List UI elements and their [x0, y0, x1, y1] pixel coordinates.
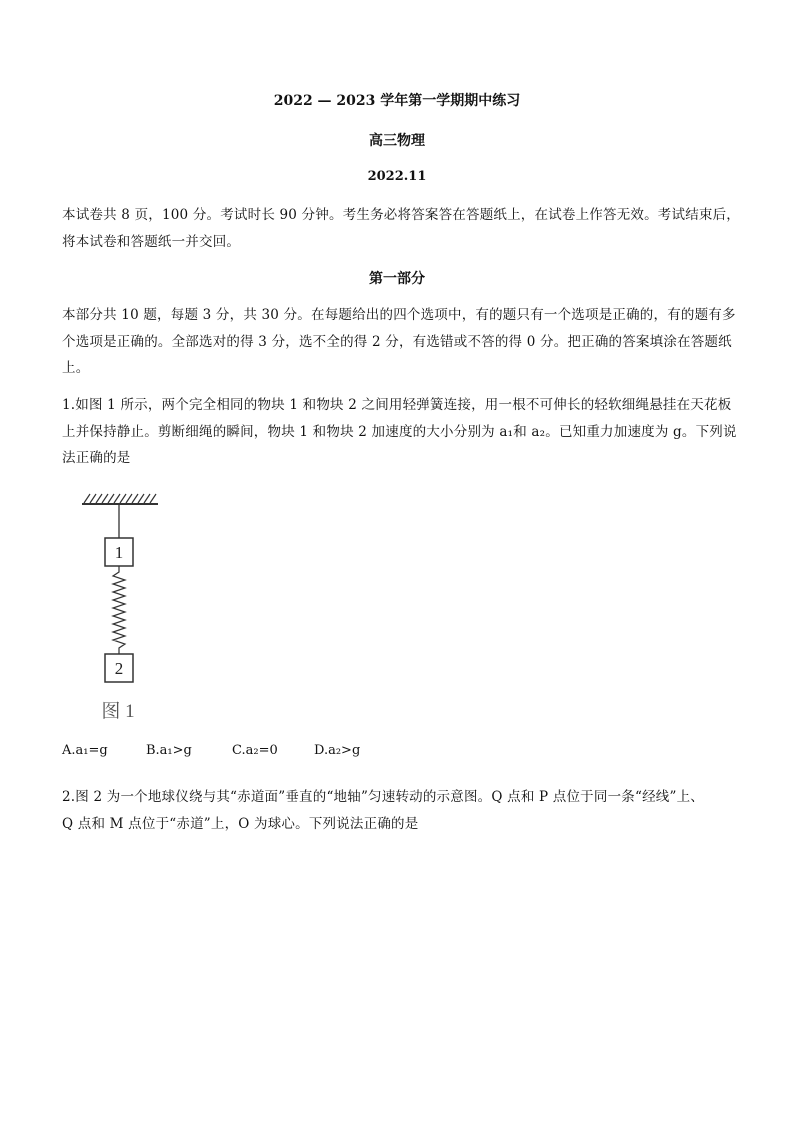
question-1-stem: [62, 392, 738, 472]
description-line: 本部分共 10 题，每题 3 分，共 30 分。在每题给出的四个选项中，有的题只有一个选项是正确的，有的题有多: [62, 307, 736, 323]
exam-date: 2022.11: [367, 169, 427, 184]
figure-1-caption: 图 1: [101, 701, 135, 722]
description-line: 个选项是正确的。全部选对的得 3 分，选不全的得 2 分，有选错或不答的得 0 分。把正确的答案填涂在答题纸: [62, 333, 732, 350]
spring: [113, 566, 125, 654]
question-2-stem: [62, 784, 738, 837]
option-a: A.a₁=g: [62, 743, 108, 758]
exam-instructions: [62, 202, 738, 255]
block-2-label: 2: [114, 659, 124, 678]
question-line: 上并保持静止。剪断细绳的瞬间，物块 1 和物块 2 加速度的大小分别为 a₁和 a₂。已知重力加速度为 g。下列说: [62, 423, 737, 440]
question-line: 2.图 2 为一个地球仪绕与其“赤道面”垂直的“地轴”匀速转动的示意图。Q 点和 P 点位于同一条“经线”上、: [62, 789, 704, 805]
instruction-line: 本试卷共 8 页，100 分。考试时长 90 分钟。考生务必将答案答在答题纸上，在试卷上作答无效。考试结束后，: [62, 207, 740, 223]
part-title: 第一部分: [369, 271, 425, 287]
part-description: [62, 302, 738, 382]
question-line: 法正确的是: [62, 450, 131, 466]
question-line: Q 点和 M 点位于“赤道”上，O 为球心。下列说法正确的是: [62, 815, 419, 832]
exam-title: 2022 — 2023 学年第一学期期中练习: [273, 93, 521, 109]
figure-1-spring-blocks: [80, 488, 170, 728]
description-line: 上。: [62, 360, 90, 376]
option-c: C.a₂=0: [232, 743, 278, 758]
instruction-line: 将本试卷和答题纸一并交回。: [62, 233, 241, 250]
option-b: B.a₁>g: [146, 743, 192, 758]
question-line: 1.如图 1 所示，两个完全相同的物块 1 和物块 2 之间用轻弹簧连接，用一根不可伸长的轻软细绳悬挂在天花板: [62, 397, 732, 413]
block-1-label: 1: [114, 543, 124, 562]
option-d: D.a₂>g: [314, 743, 361, 758]
ceiling: [82, 494, 158, 504]
subject-title: 高三物理: [369, 133, 425, 149]
